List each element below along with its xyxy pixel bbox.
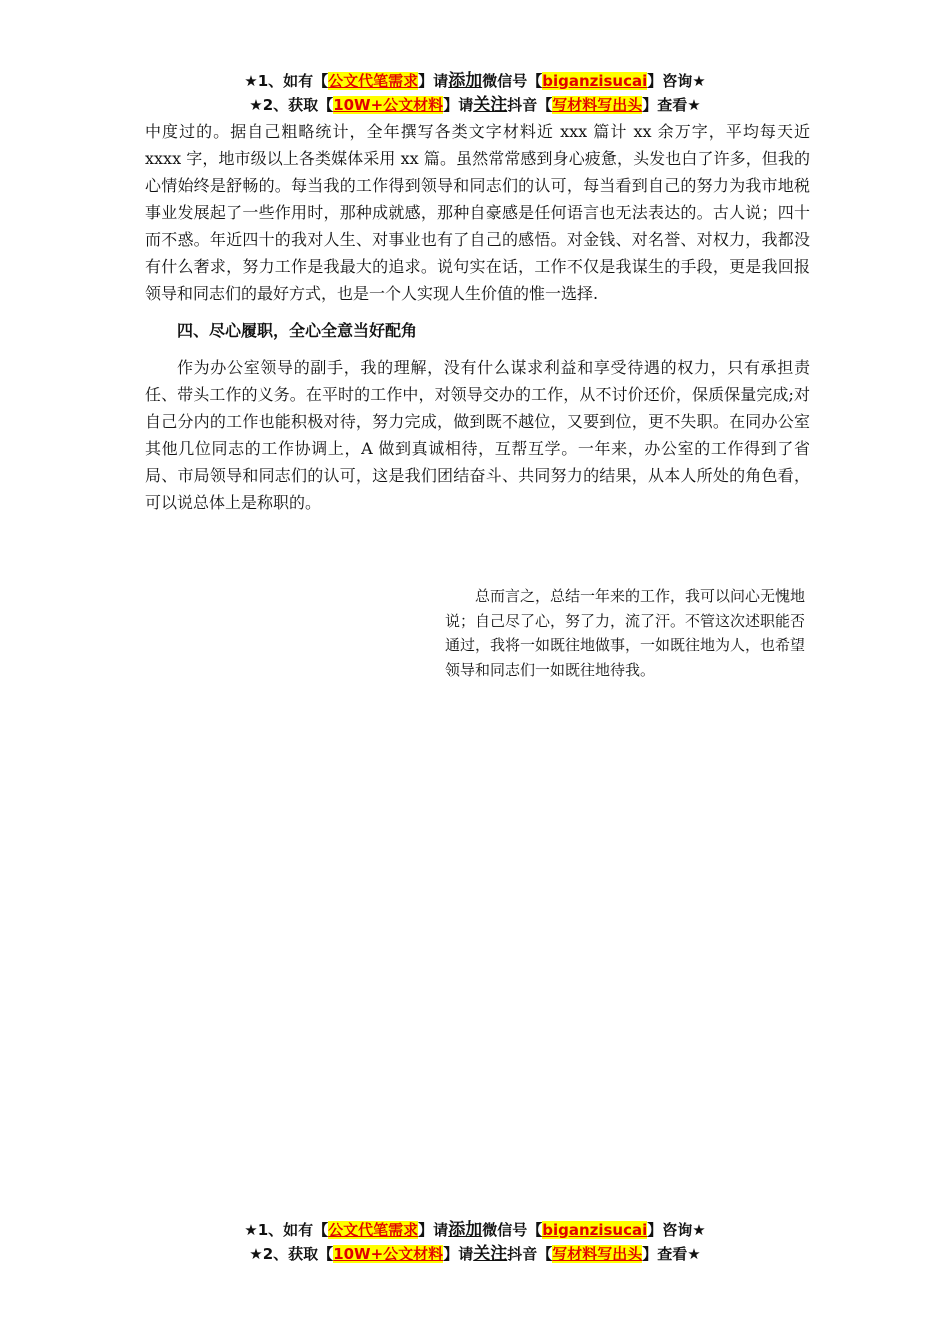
section-heading: 四、尽心履职，全心全意当好配角 xyxy=(177,321,418,340)
banner-line-1: ★1、如有【公文代笔需求】请添加微信号【biganzisucai】咨询★ xyxy=(244,71,706,91)
bottom-banner xyxy=(0,1218,950,1266)
body-text xyxy=(145,118,810,516)
wechat-id: biganzisucai xyxy=(542,72,648,90)
closing-paragraph: 总而言之，总结一年来的工作，我可以问心无愧地说；自己尽了心，努了力，流了汗。不管这次述职能否通过，我将一如既往地做事，一如既往地为人，也希望领导和同志们一如既往地待我。 xyxy=(445,587,806,679)
paragraph: 作为办公室领导的副手，我的理解，没有什么谋求利益和享受待遇的权力，只有承担责任、带头工作的义务。在平时的工作中，对领导交办的工作，从不讨价还价，保质保量完成;对自己分内的工作也能积极对待，努力完成，做到既不越位，又要到位，更不失职。在同办公室其他几位同志的工作协调上，A 做到真诚相待，互帮互学。一年来，办公室的工作得到了省局、市局领导和同志们的认可，这是我们团结奋斗、共同努力的结果，从本人所处的角色看，可以说总体上是称职的。 xyxy=(145,358,810,512)
paragraph: 中度过的。据自己粗略统计，全年撰写各类文字材料近 xxx 篇计 xx 余万字，平均每天近 xxxx 字，地市级以上各类媒体采用 xx 篇。虽然常常感到身心疲惫，头发也白了许多，但我的心情始终是舒畅的。每当我的工作得到领导和同志们的认可，每当看到自己的努力为我市地税事业发展起了一些作用时，那种成就感，那种自豪感是任何语言也无法表达的。古人说；四十而不惑。年近四十的我对人生、对事业也有了自己的感悟。对金钱、对名誉、对权力，我都没有什么奢求，努力工作是我最大的追求。说句实在话，工作不仅是我谋生的手段，更是我回报领导和同志们的最好方式，也是一个人实现人生价值的惟一选择. xyxy=(145,122,810,303)
highlight: 公文代笔需求 xyxy=(328,72,419,90)
banner-line-2: ★2、获取【10W+公文材料】请关注抖音【写材料写出头】查看★ xyxy=(249,1244,701,1264)
banner-line-2: ★2、获取【10W+公文材料】请关注抖音【写材料写出头】查看★ xyxy=(249,95,701,115)
banner-line-1: ★1、如有【公文代笔需求】请添加微信号【biganzisucai】咨询★ xyxy=(244,1220,706,1240)
top-banner xyxy=(0,69,950,117)
